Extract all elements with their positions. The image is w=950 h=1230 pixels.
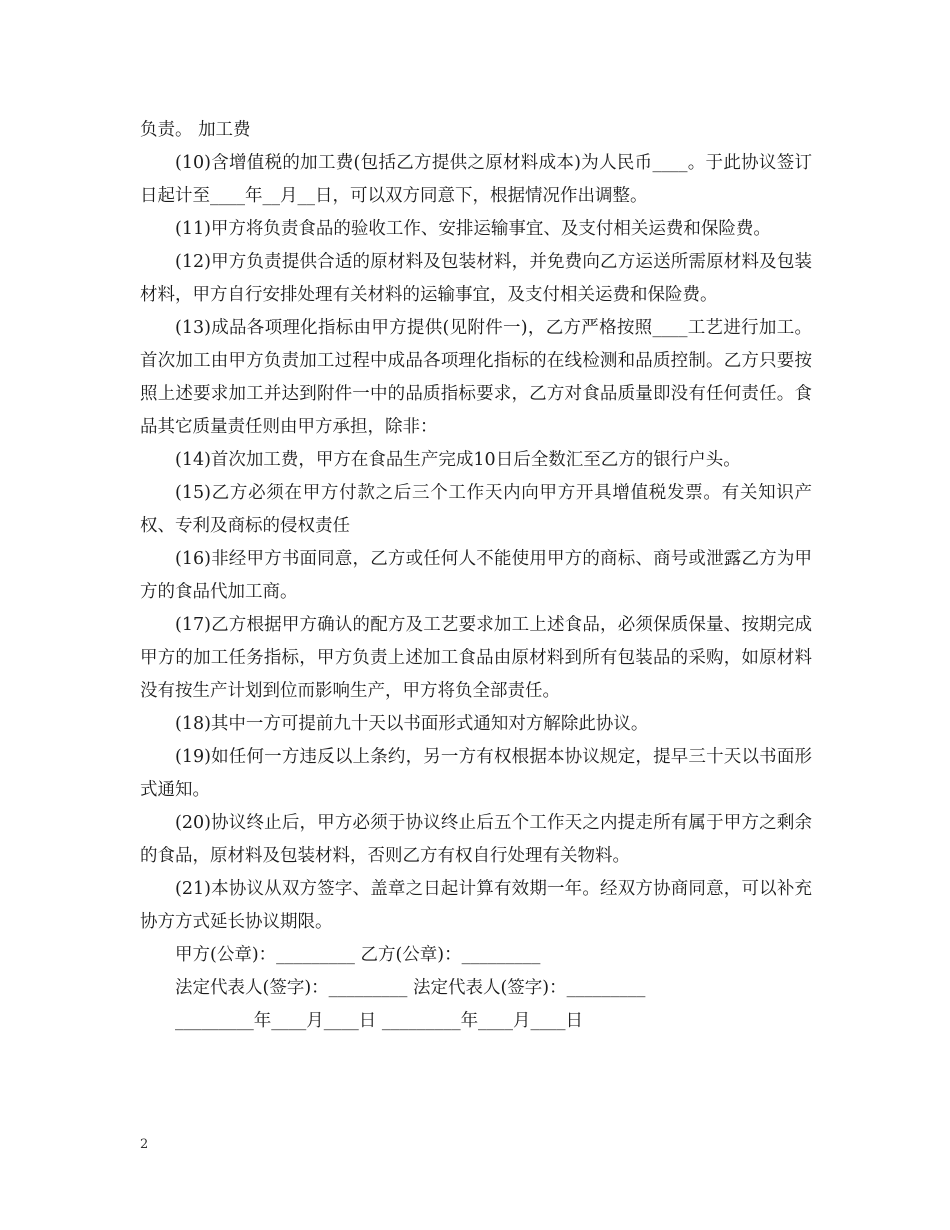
- clause-20: (20)协议终止后，甲方必须于协议终止后五个工作天之内提走所有属于甲方之剩余的食品，原材料及包装材料，否则乙方有权自行处理有关物料。: [140, 813, 812, 866]
- signature-line-seals: 甲方(公章)：_________ 乙方(公章)：_________: [175, 945, 541, 965]
- signature-line-representatives: 法定代表人(签字)：_________ 法定代表人(签字)：_________: [175, 978, 646, 998]
- signature-line-dates: _________年____月____日 _________年____月____日: [175, 1011, 584, 1031]
- clause-21: (21)本协议从双方签字、盖章之日起计算有效期一年。经双方协商同意，可以补充协方方式延长协议期限。: [140, 879, 812, 932]
- clause-19: (19)如任何一方违反以上条约，另一方有权根据本协议规定，提早三十天以书面形式通知。: [140, 747, 812, 800]
- clause-15: (15)乙方必须在甲方付款之后三个工作天内向甲方开具增值税发票。有关知识产权、专利及商标的侵权责任: [140, 483, 812, 536]
- clause-12: (12)甲方负责提供合适的原材料及包装材料，并免费向乙方运送所需原材料及包装材料，甲方自行安排处理有关材料的运输事宜，及支付相关运费和保险费。: [140, 252, 812, 305]
- clause-18: (18)其中一方可提前九十天以书面形式通知对方解除此协议。: [175, 714, 649, 734]
- clause-14: (14)首次加工费，甲方在食品生产完成10日后全数汇至乙方的银行户头。: [175, 450, 741, 470]
- clause-11: (11)甲方将负责食品的验收工作、安排运输事宜、及支付相关运费和保险费。: [175, 219, 771, 239]
- page-number: 2: [140, 1137, 149, 1152]
- clause-17: (17)乙方根据甲方确认的配方及工艺要求加工上述食品，必须保质保量、按期完成甲方的加工任务指标，甲方负责上述加工食品由原材料到所有包装品的采购，如原材料没有按生产计划到位而影响生产，甲方将负全部责任。: [140, 615, 812, 701]
- clause-16: (16)非经甲方书面同意，乙方或任何人不能使用甲方的商标、商号或泄露乙方为甲方的食品代加工商。: [140, 549, 812, 602]
- document-body: [140, 114, 812, 1038]
- paragraph-intro: 负责。 加工费: [140, 120, 251, 140]
- clause-10: (10)含增值税的加工费(包括乙方提供之原材料成本)为人民币____。于此协议签订日起计至____年__月__日，可以双方同意下，根据情况作出调整。: [140, 153, 812, 206]
- clause-13: (13)成品各项理化指标由甲方提供(见附件一)，乙方严格按照____工艺进行加工。首次加工由甲方负责加工过程中成品各项理化指标的在线检测和品质控制。乙方只要按照上述要求加工并达到附件一中的品质指标要求，乙方对食品质量即没有任何责任。食品其它质量责任则由甲方承担，除非：: [140, 318, 812, 437]
